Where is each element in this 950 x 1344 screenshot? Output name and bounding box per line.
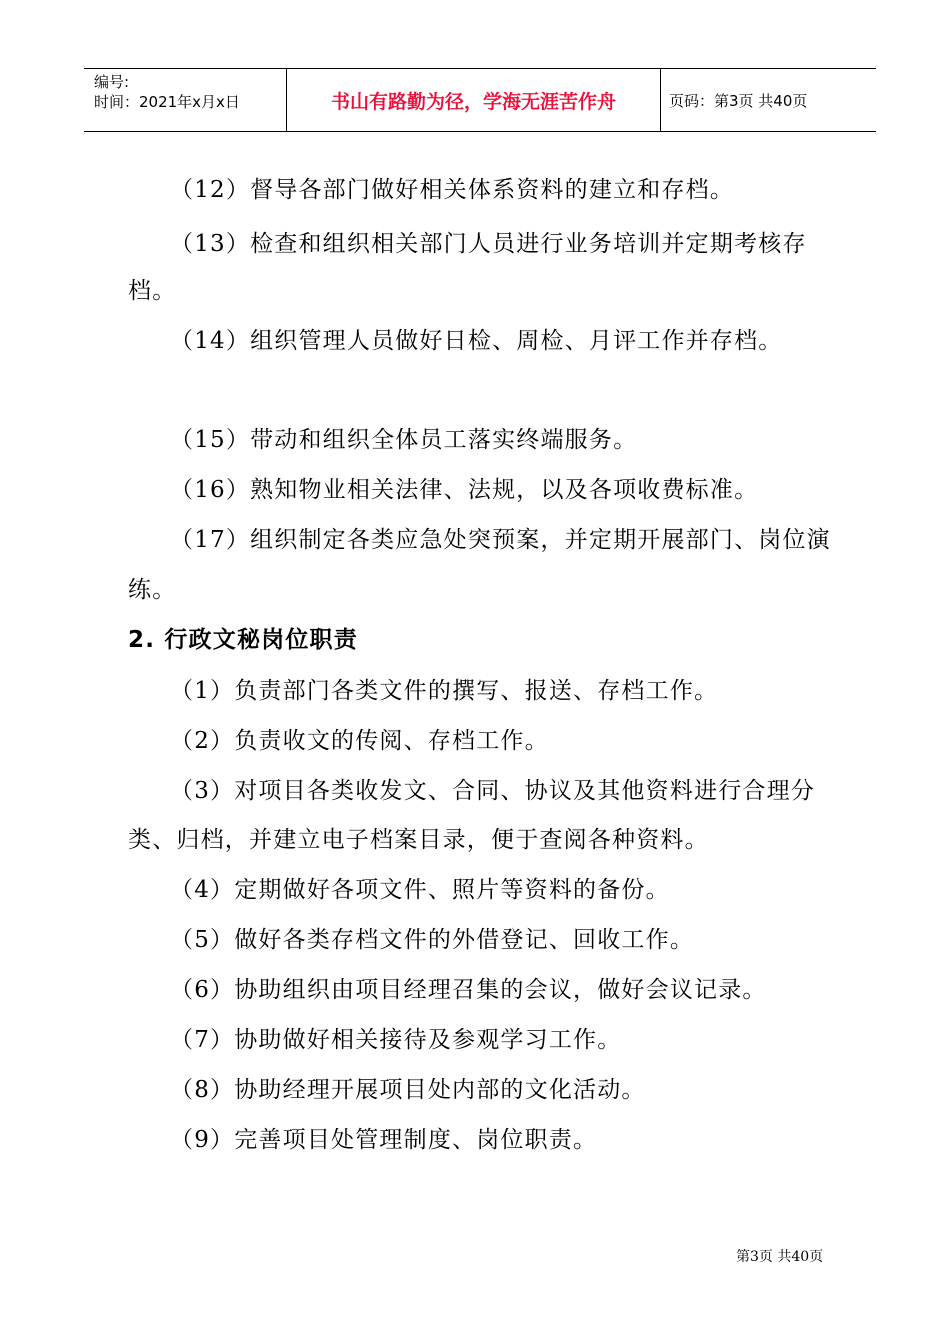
document-header bbox=[84, 68, 876, 132]
page-footer: 第3页 共40页 bbox=[736, 1249, 824, 1265]
list-item: （13）检查和组织相关部门人员进行业务培训并定期考核存 bbox=[170, 231, 807, 257]
time-label: 时间：2021年x月x日 bbox=[94, 93, 240, 111]
list-item: （17）组织制定各类应急处突预案，并定期开展部门、岗位演 bbox=[170, 527, 831, 553]
header-meta bbox=[94, 72, 286, 112]
list-item: （8）协助经理开展项目处内部的文化活动。 bbox=[170, 1077, 646, 1103]
list-item: （4）定期做好各项文件、照片等资料的备份。 bbox=[170, 877, 670, 903]
list-item: （6）协助组织由项目经理召集的会议，做好会议记录。 bbox=[170, 977, 767, 1003]
list-item: （9）完善项目处管理制度、岗位职责。 bbox=[170, 1127, 598, 1153]
list-item-continuation: 类、归档，并建立电子档案目录，便于查阅各种资料。 bbox=[128, 827, 709, 853]
header-motto: 书山有路勤为径，学海无涯苦作舟 bbox=[330, 90, 616, 113]
number-label: 编号: bbox=[94, 73, 130, 91]
list-item: （3）对项目各类收发文、合同、协议及其他资料进行合理分 bbox=[170, 778, 816, 804]
list-item: （12）督导各部门做好相关体系资料的建立和存档。 bbox=[170, 177, 735, 203]
list-item-continuation: 练。 bbox=[128, 577, 177, 603]
list-item: （15）带动和组织全体员工落实终端服务。 bbox=[170, 427, 638, 453]
header-page-label: 页码：第3页 共40页 bbox=[669, 91, 808, 110]
list-item: （14）组织管理人员做好日检、周检、月评工作并存档。 bbox=[170, 328, 783, 354]
list-item: （1）负责部门各类文件的撰写、报送、存档工作。 bbox=[170, 678, 719, 704]
section-heading: 2. 行政文秘岗位职责 bbox=[128, 627, 358, 653]
list-item: （7）协助做好相关接待及参观学习工作。 bbox=[170, 1027, 622, 1053]
list-item: （2）负责收文的传阅、存档工作。 bbox=[170, 728, 549, 754]
list-item: （5）做好各类存档文件的外借登记、回收工作。 bbox=[170, 927, 695, 953]
list-item: （16）熟知物业相关法律、法规，以及各项收费标准。 bbox=[170, 477, 759, 503]
list-item-continuation: 档。 bbox=[128, 278, 177, 304]
